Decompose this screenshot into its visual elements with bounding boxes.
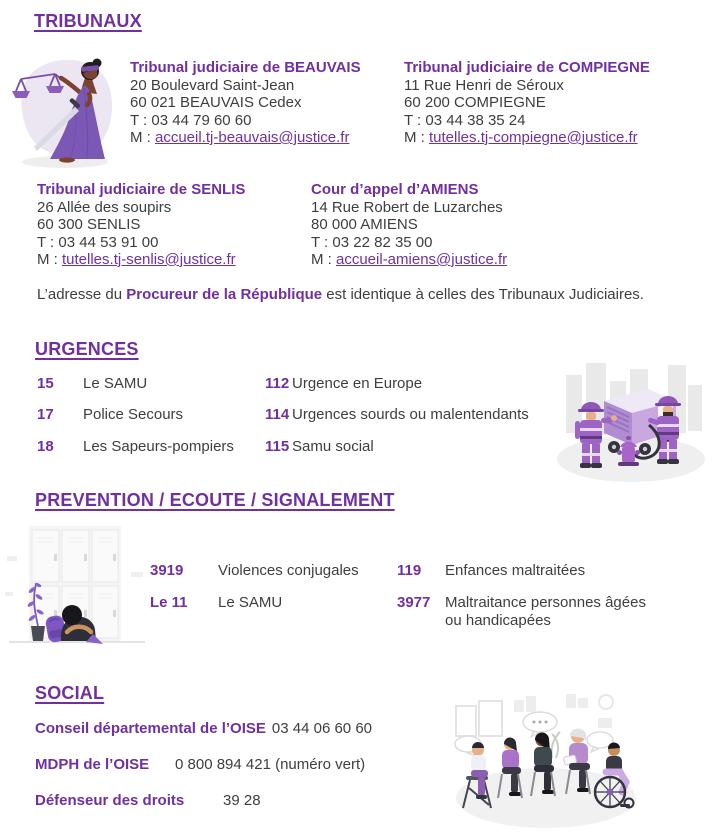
emergency-number: 112 [265, 375, 290, 392]
emergency-label: Police Secours [83, 406, 184, 423]
prevention-row [150, 562, 359, 580]
tribunal-name: Cour d’appel d’AMIENS [311, 181, 479, 198]
emergency-label: Urgences sourds ou malentendants [292, 406, 529, 423]
tribunal-name: Tribunal judiciaire de BEAUVAIS [130, 59, 361, 76]
prevention-number: 119 [397, 562, 422, 579]
email-link[interactable]: tutelles.tj-compiegne@justice.fr [429, 129, 638, 146]
address-line: 11 Rue Henri de Séroux [404, 76, 564, 94]
emergency-label: Les Sapeurs-pompiers [83, 438, 234, 455]
lady-justice-illustration [5, 50, 117, 170]
phone-line: T : 03 44 79 60 60 [130, 111, 252, 129]
mail-line [37, 251, 307, 269]
contact-card-senlis [37, 181, 307, 269]
emergency-number: 18 [37, 438, 54, 455]
emergency-row [37, 406, 183, 424]
firefighters-illustration [552, 357, 710, 485]
prevention-row [150, 594, 282, 612]
emergency-number: 114 [265, 406, 290, 423]
mail-line [130, 129, 400, 147]
prevention-label: Maltraitance personnes âgées ou handicapées [445, 594, 646, 629]
support-group-icon [448, 684, 652, 832]
prevention-number: Le 11 [150, 594, 188, 611]
emergency-row [265, 438, 374, 456]
phone-line: T : 03 44 53 91 00 [37, 233, 159, 251]
address-line: 20 Boulevard Saint-Jean [130, 76, 295, 94]
tribunal-name: Tribunal judiciaire de COMPIEGNE [404, 59, 650, 76]
social-row [35, 792, 261, 809]
phone-line: T : 03 22 82 35 00 [311, 233, 433, 251]
social-row [35, 756, 365, 773]
emergency-row [37, 438, 234, 456]
social-value: 03 44 06 60 60 [271, 720, 372, 737]
address-line: 14 Rue Robert de Luzarches [311, 198, 503, 216]
address-line: 60 021 BEAUVAIS Cedex [130, 94, 302, 111]
address-line: 26 Allée des soupirs [37, 198, 172, 216]
note-prefix: L’adresse du [37, 286, 127, 303]
social-label: Défenseur des droits [35, 792, 185, 809]
address-line: 80 000 AMIENS [311, 216, 418, 233]
prevention-label: Enfances maltraitées [445, 562, 586, 579]
email-link[interactable]: tutelles.tj-senlis@justice.fr [62, 251, 236, 268]
emergency-row [265, 375, 422, 393]
mail-prefix: M : [311, 251, 336, 268]
emergency-label: Urgence en Europe [292, 375, 423, 392]
emergency-label: Samu social [292, 438, 374, 455]
section-title-urgences: URGENCES [35, 339, 139, 359]
prevention-number: 3919 [150, 562, 184, 579]
section-title-social: SOCIAL [35, 683, 105, 703]
social-row [35, 720, 372, 737]
address-line: 60 300 SENLIS [37, 216, 141, 233]
mail-line [404, 129, 674, 147]
email-link[interactable]: accueil-amiens@justice.fr [336, 251, 508, 268]
lady-justice-icon [5, 50, 117, 170]
firefighters-icon [552, 357, 710, 485]
mail-prefix: M : [37, 251, 62, 268]
emergency-number: 15 [37, 375, 54, 392]
email-link[interactable]: accueil.tj-beauvais@justice.fr [155, 129, 350, 146]
procureur-note [37, 286, 644, 303]
tribunal-name: Tribunal judiciaire de SENLIS [37, 181, 246, 198]
emergency-number: 17 [37, 406, 54, 423]
prevention-label: Violences conjugales [218, 562, 359, 579]
emergency-row [37, 375, 147, 393]
student-lockers-icon [5, 520, 147, 646]
support-group-illustration [448, 684, 652, 832]
section-title-tribunaux: TRIBUNAUX [34, 11, 142, 31]
prevention-row [397, 594, 663, 630]
social-label: Conseil départemental de l’OISE [35, 720, 266, 737]
address-line: 60 200 COMPIEGNE [404, 94, 546, 111]
section-title-prevention: PREVENTION / ECOUTE / SIGNALEMENT [35, 490, 395, 510]
note-highlight: Procureur de la République [126, 286, 323, 303]
social-value: 0 800 894 421 (numéro vert) [175, 756, 366, 773]
contact-card-amiens [311, 181, 581, 269]
social-value: 39 28 [223, 792, 261, 809]
phone-line: T : 03 44 38 35 24 [404, 111, 526, 129]
prevention-row [397, 562, 585, 580]
mail-prefix: M : [130, 129, 155, 146]
note-suffix: est identique à celles des Tribunaux Judiciaires. [322, 286, 644, 303]
student-lockers-illustration [5, 520, 147, 646]
mail-line [311, 251, 581, 269]
contact-card-compiegne [404, 59, 674, 147]
emergency-row [265, 406, 529, 424]
prevention-label: Le SAMU [218, 594, 283, 611]
social-label: MDPH de l’OISE [35, 756, 150, 773]
prevention-number: 3977 [397, 594, 431, 611]
contact-card-beauvais [130, 59, 400, 147]
emergency-number: 115 [265, 438, 290, 455]
mail-prefix: M : [404, 129, 429, 146]
emergency-label: Le SAMU [83, 375, 148, 392]
